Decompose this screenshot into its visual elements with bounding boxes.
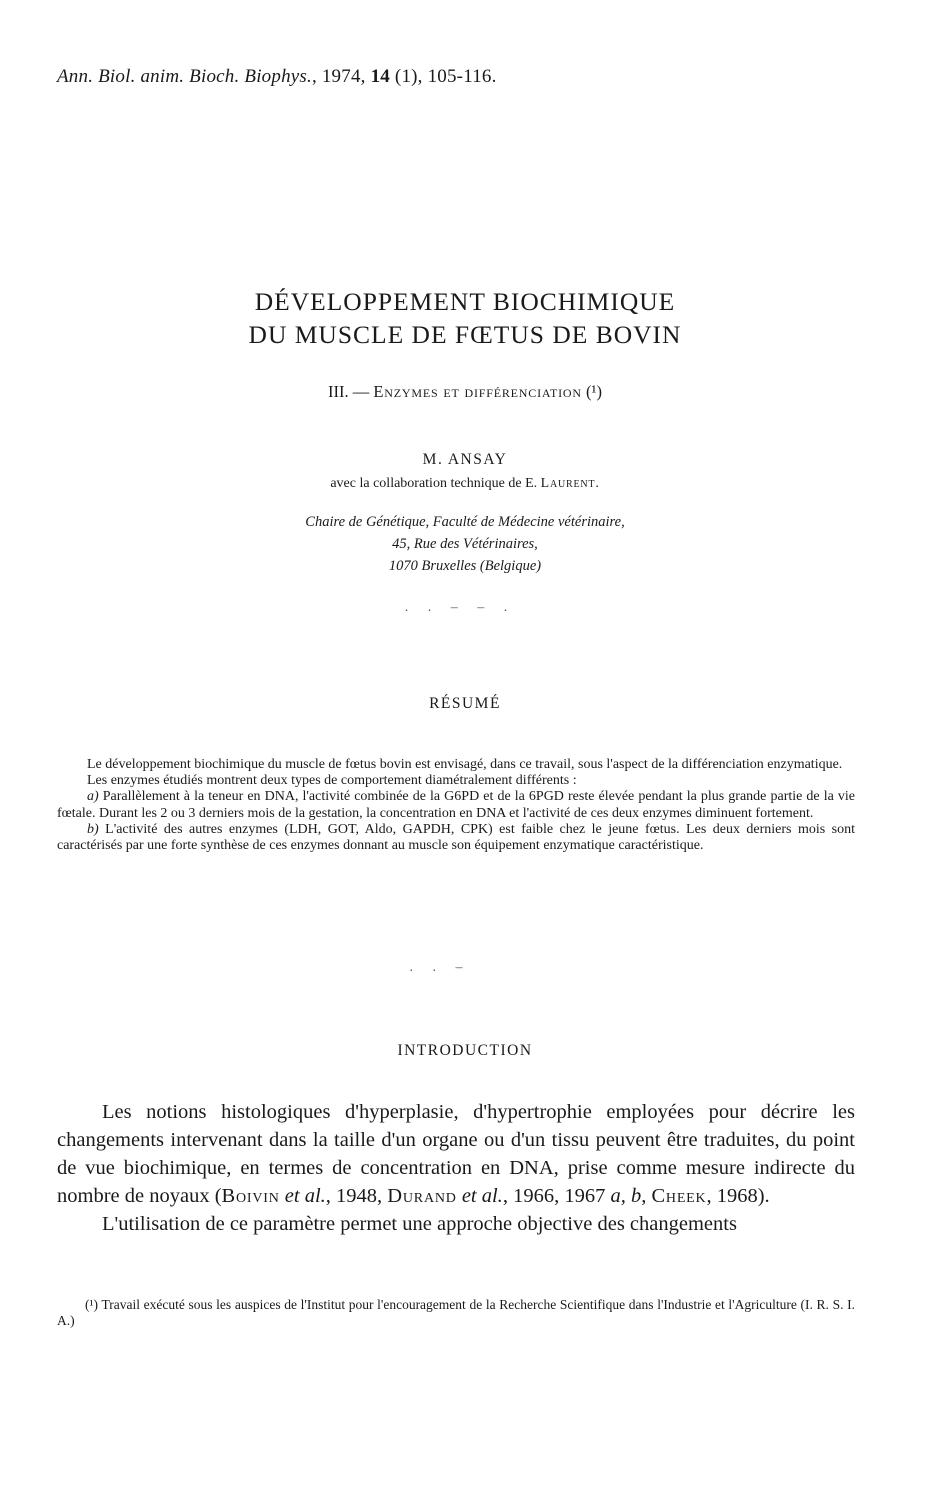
author-collaboration xyxy=(0,476,930,492)
reference-separator: , xyxy=(641,1185,652,1207)
resume-paragraph-4 xyxy=(57,822,855,854)
resume-paragraph-4-text: L'activité des autres enzymes (LDH, GOT, Aldo, GAPDH, CPK) est faible chez le jeune fœtus. Les deux derniers mois sont caractérisés par une forte synthèse de ces enzymes donnant au muscle son équipement enzymatique caractéristique. xyxy=(57,821,855,854)
resume-body xyxy=(57,757,855,854)
introduction-body xyxy=(57,1098,855,1238)
author-name: M. ANSAY xyxy=(422,451,508,468)
journal-citation xyxy=(57,66,497,88)
collaboration-prefix: avec la collaboration technique de E. xyxy=(330,476,541,491)
collaborator-name: Laurent. xyxy=(540,476,600,491)
introduction-heading: INTRODUCTION xyxy=(397,1042,533,1059)
footnote: (¹) Travail exécuté sous les auspices de l'Institut pour l'encouragement de la Recherche Scientifique dans l'Industrie et l'Agriculture (I. R. S. I. A.) xyxy=(57,1297,855,1328)
resume-paragraph-2: Les enzymes étudiés montrent deux types de comportement diamétralement différents : xyxy=(87,773,577,789)
reference-etal: et al. xyxy=(456,1185,503,1207)
reference-boivin: Boivin xyxy=(221,1185,280,1207)
journal-name: Ann. Biol. anim. Bioch. Biophys. xyxy=(57,66,312,87)
resume-paragraph-1: Le développement biochimique du muscle de fœtus bovin est envisagé, dans ce travail, sous l'aspect de la différenciation enzymatique. xyxy=(87,757,843,772)
separator-2: . . – xyxy=(409,960,471,975)
subtitle-part: III. — xyxy=(328,382,374,401)
journal-year: , 1974, xyxy=(311,66,371,87)
article-title-line-1: DÉVELOPPEMENT BIOCHIMIQUE xyxy=(254,287,676,316)
introduction-paragraph-1 xyxy=(57,1098,855,1210)
reference-year: , 1968). xyxy=(706,1185,770,1207)
item-label-b: b) xyxy=(87,821,99,837)
subtitle-footnote-mark: (¹) xyxy=(581,382,602,401)
resume-paragraph-3 xyxy=(57,789,855,821)
reference-years: , 1966, 1967 xyxy=(502,1185,611,1207)
article-title-line-2: DU MUSCLE DE FŒTUS DE BOVIN xyxy=(248,320,682,349)
reference-cheek: Cheek xyxy=(651,1185,707,1207)
reference-durand: Durand xyxy=(387,1185,457,1207)
journal-issue-pages: (1), 105-116. xyxy=(389,66,497,87)
item-label-a: a) xyxy=(87,789,99,805)
resume-paragraph-3-text: Parallèlement à la teneur en DNA, l'activité combinée de la G6PD et de la 6PGD reste élevée pendant la plus grande partie de la vie fœtale. Durant les 2 ou 3 derniers mois de la gestation, la concentration en DNA et l'activité de ces deux enzymes diminuent fortement. xyxy=(57,789,855,821)
reference-year: , 1948, xyxy=(325,1185,388,1207)
affiliation-line-2: 45, Rue des Vétérinaires, xyxy=(392,536,538,552)
journal-volume: 14 xyxy=(370,66,390,87)
separator-1: . . – – . xyxy=(404,600,516,615)
intro-text: Les notions histologiques d'hyperplasie, d'hypertrophie employées pour décrire les changements intervenant dans la taille d'un organe ou d'un tissu peuvent être traduites, du point de vue biochimique, en termes de concentration en DNA, prise comme mesure indirecte du nombre de noyaux ( xyxy=(57,1101,855,1207)
reference-letters: a, b xyxy=(610,1185,642,1207)
subtitle-text: Enzymes et différenciation xyxy=(373,382,582,401)
reference-etal: et al. xyxy=(279,1185,326,1207)
article-subtitle xyxy=(0,382,930,402)
introduction-paragraph-2: L'utilisation de ce paramètre permet une approche objective des changements xyxy=(102,1213,737,1235)
affiliation-line-1: Chaire de Génétique, Faculté de Médecine vétérinaire, xyxy=(305,514,625,530)
resume-heading: RÉSUMÉ xyxy=(429,695,501,712)
affiliation-line-3: 1070 Bruxelles (Belgique) xyxy=(388,558,542,574)
